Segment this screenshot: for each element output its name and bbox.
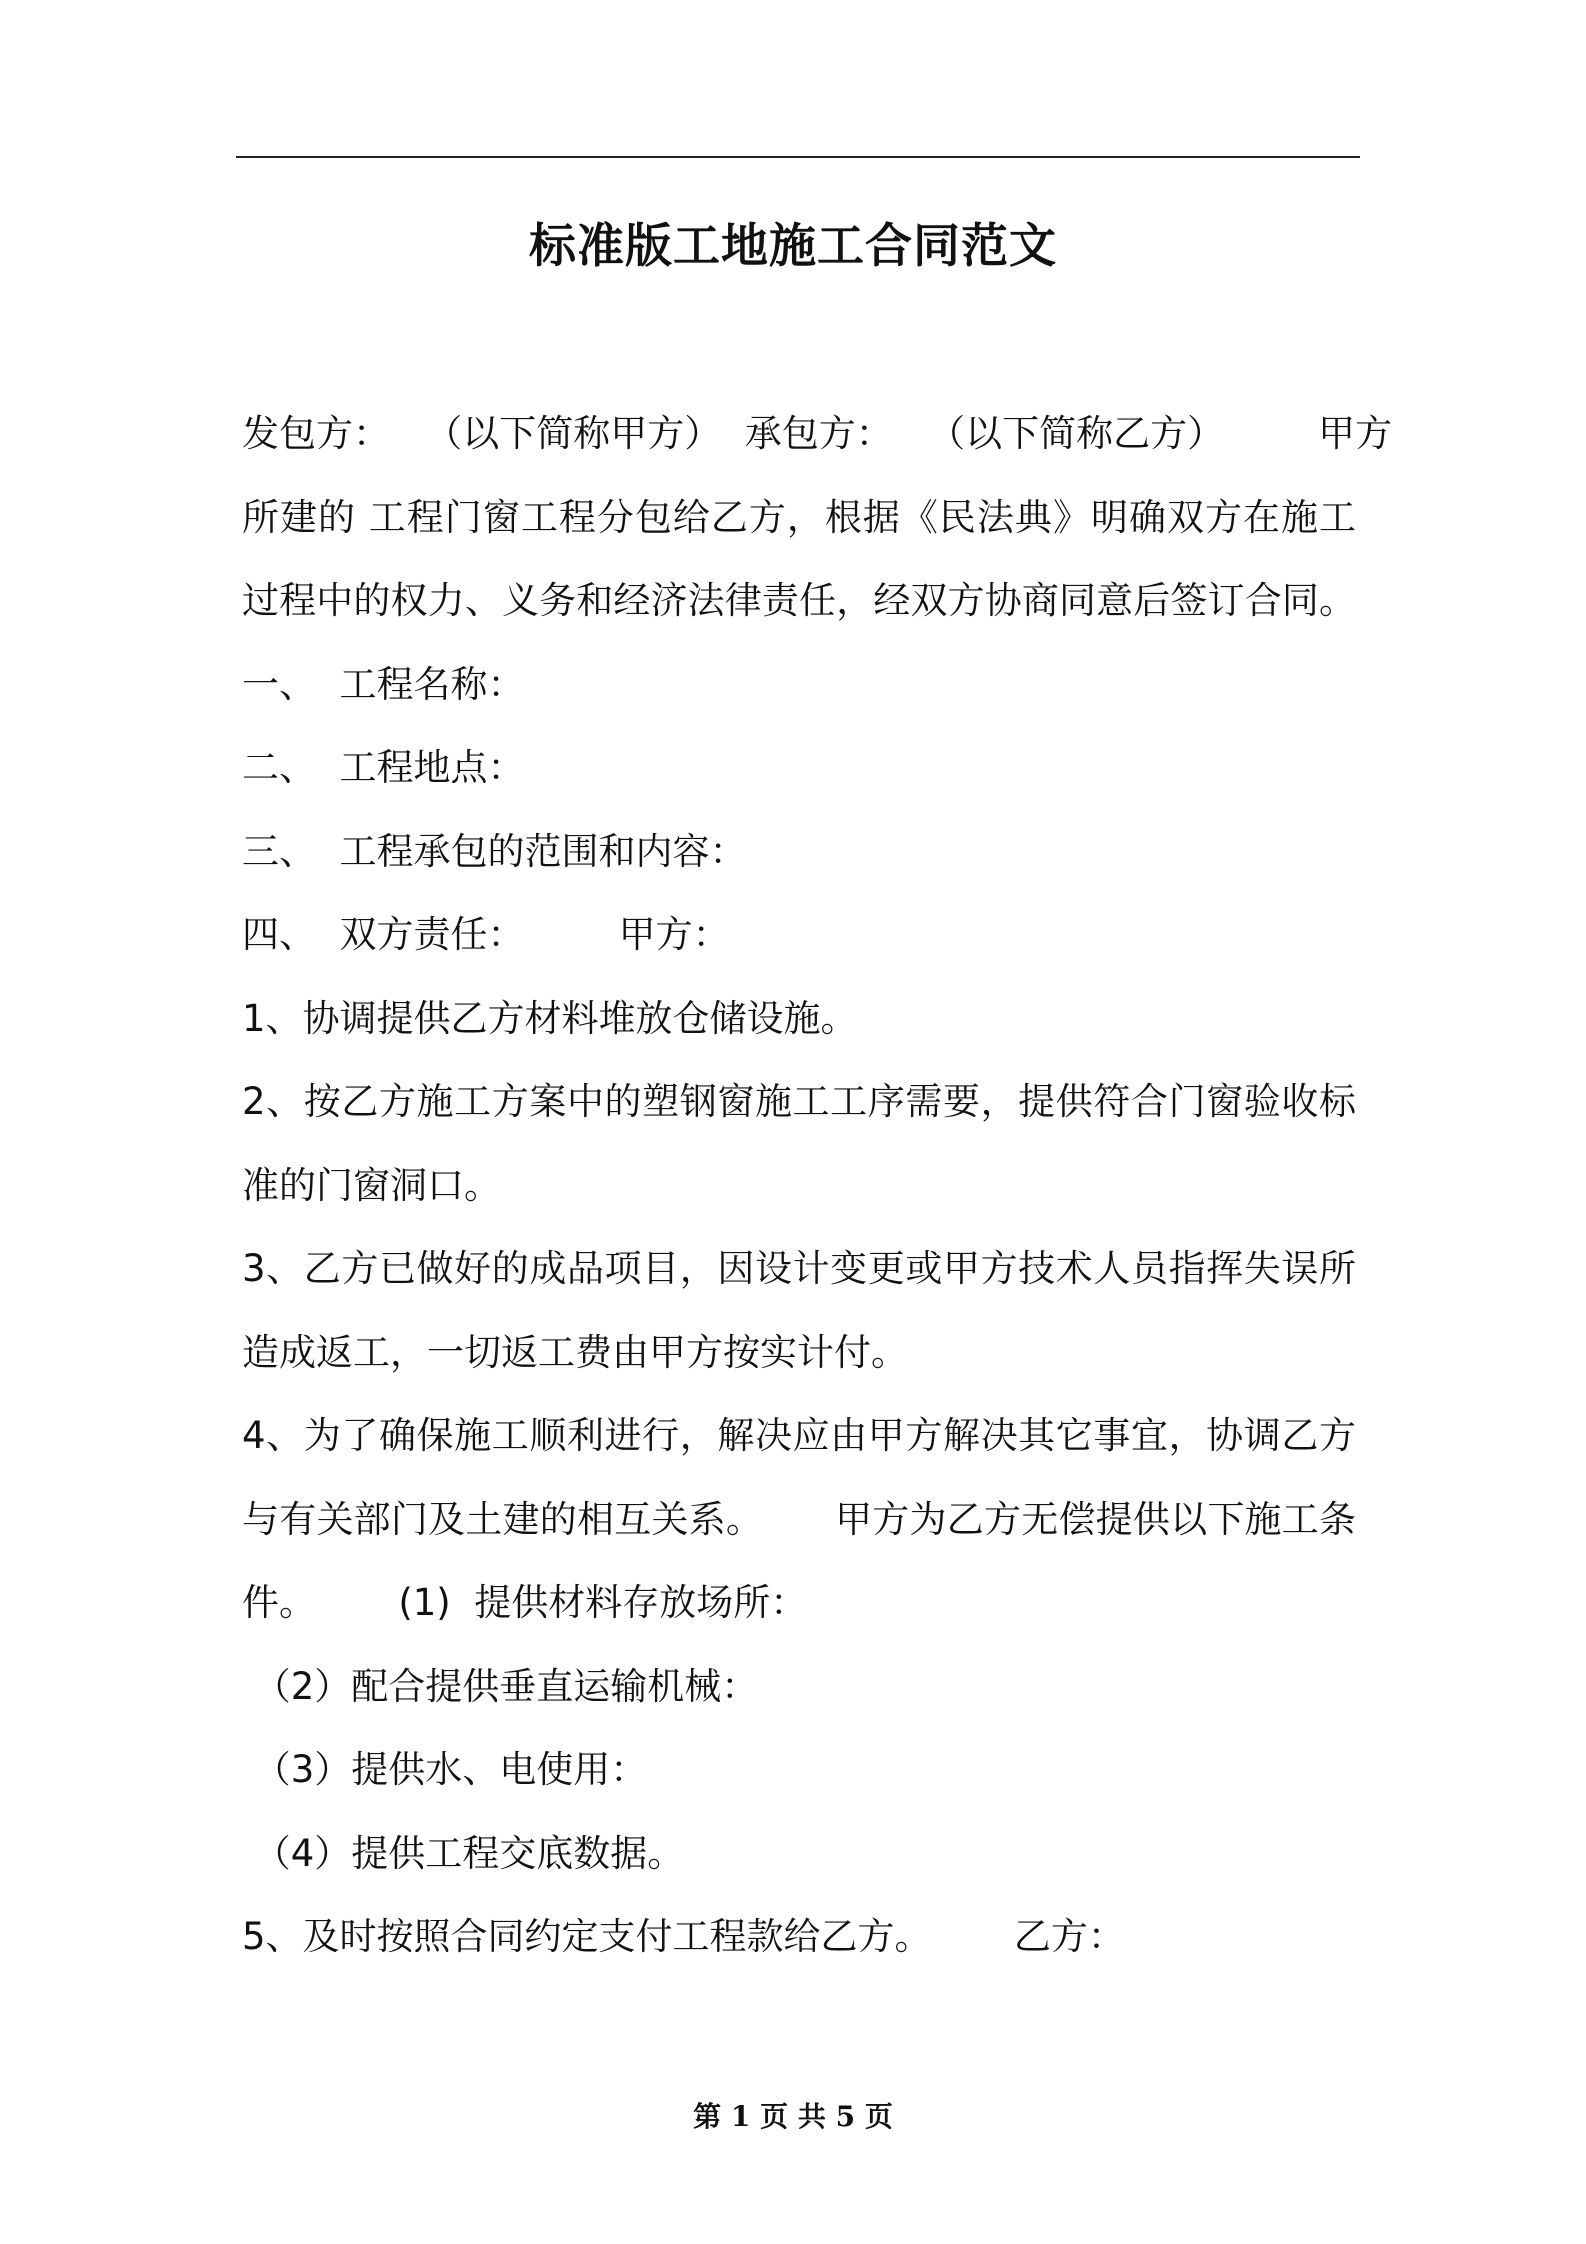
sub-item-3: （3）提供水、电使用： bbox=[242, 1748, 648, 1791]
body-line: 发包方： （以下简称甲方） 承包方： （以下简称乙方） 甲方 bbox=[242, 412, 1393, 455]
clause-item-4-cont: 件。 (1) 提供材料存放场所： bbox=[242, 1581, 808, 1624]
section-heading-4: 四、 双方责任： 甲方： bbox=[242, 913, 730, 956]
clause-item-4-cont: 与有关部门及土建的相互关系。 甲方为乙方无偿提供以下施工条 bbox=[242, 1498, 1356, 1541]
body-line: 过程中的权力、义务和经济法律责任，经双方协商同意后签订合同。 bbox=[242, 579, 1356, 622]
sub-item-2: （2）配合提供垂直运输机械： bbox=[242, 1665, 759, 1708]
clause-item-4: 4、为了确保施工顺利进行，解决应由甲方解决其它事宜，协调乙方 bbox=[242, 1414, 1356, 1457]
section-heading-2: 二、 工程地点： bbox=[242, 746, 525, 789]
clause-item-5: 5、及时按照合同约定支付工程款给乙方。 乙方： bbox=[242, 1915, 1125, 1958]
document-title: 标准版工地施工合同范文 bbox=[529, 219, 1057, 274]
clause-item-2: 2、按乙方施工方案中的塑钢窗施工工序需要，提供符合门窗验收标 bbox=[242, 1080, 1356, 1123]
section-heading-1: 一、 工程名称： bbox=[242, 663, 525, 706]
clause-item-1: 1、协调提供乙方材料堆放仓储设施。 bbox=[242, 997, 858, 1040]
section-heading-3: 三、 工程承包的范围和内容： bbox=[242, 830, 747, 873]
clause-item-3-cont: 造成返工，一切返工费由甲方按实计付。 bbox=[242, 1331, 908, 1374]
body-line: 所建的 工程门窗工程分包给乙方，根据《民法典》明确双方在施工 bbox=[242, 496, 1356, 539]
page-number: 第 1 页 共 5 页 bbox=[693, 2100, 893, 2133]
clause-item-3: 3、乙方已做好的成品项目，因设计变更或甲方技术人员指挥失误所 bbox=[242, 1247, 1356, 1290]
clause-item-2-cont: 准的门窗洞口。 bbox=[242, 1164, 501, 1207]
header-rule bbox=[236, 156, 1360, 158]
sub-item-4: （4）提供工程交底数据。 bbox=[242, 1832, 685, 1875]
